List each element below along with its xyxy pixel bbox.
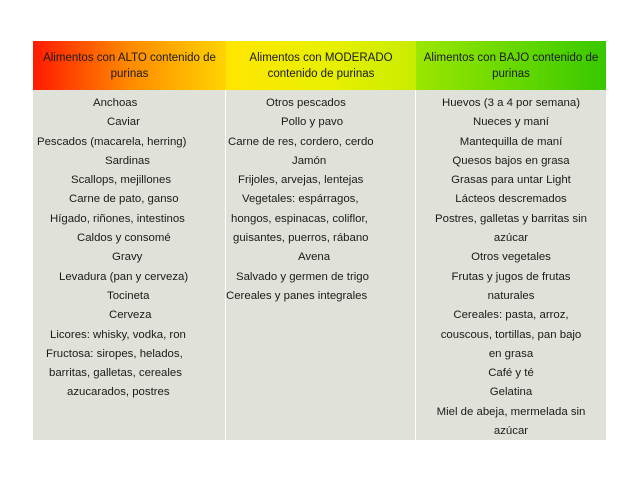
high-purine-item: Fructosa: siropes, helados, [46,347,183,360]
moderate-purine-item: Carne de res, cordero, cerdo [228,135,374,148]
high-purine-column [33,90,226,440]
high-purine-item: Cerveza [109,309,152,322]
low-purine-item: Cereales: pasta, arroz, [453,309,569,322]
moderate-purine-item: Avena [298,251,331,264]
moderate-purine-item: Vegetales: espárragos, [242,193,359,206]
moderate-purine-item: Otros pescados [266,97,346,109]
moderate-purine-item: hongos, espinacas, coliflor, [231,212,368,225]
low-purine-item: azúcar [493,232,529,245]
high-purine-item: Caviar [107,116,140,129]
header-moderate-purine: Alimentos con MODERADO contenido de purinas [226,41,416,90]
low-purine-item: Huevos (3 a 4 por semana) [441,97,581,109]
moderate-purine-item: Salvado y germen de trigo [236,270,369,283]
high-purine-item: azucarados, postres [67,386,170,399]
low-purine-item: couscous, tortillas, pan bajo [440,328,582,341]
moderate-purine-item: Cereales y panes integrales [226,289,368,302]
high-purine-item: Sardinas [105,154,150,167]
moderate-purine-item: Frijoles, arvejas, lentejas [238,174,364,187]
low-purine-item: azúcar [493,425,529,438]
header-low-purine: Alimentos con BAJO contenido de purinas [416,41,606,90]
low-purine-item: Otros vegetales [471,251,551,264]
low-purine-item: Grasas para untar Light [451,174,571,187]
moderate-purine-item: Pollo y pavo [281,116,344,129]
high-purine-item: Hígado, riñones, intestinos [50,212,185,225]
moderate-purine-item: Jamón [292,154,327,167]
moderate-purine-item: guisantes, puerros, rábano [233,232,369,245]
high-purine-item: Tocineta [107,289,150,302]
high-purine-item: Scallops, mejillones [71,174,172,187]
high-purine-item: Gravy [112,251,143,264]
moderate-purine-column [226,90,416,440]
low-purine-item: Nueces y maní [473,116,549,129]
high-purine-item: Pescados (macarela, herring) [37,135,187,148]
low-purine-item: Lácteos descremados [455,193,567,206]
high-purine-item: Caldos y consomé [77,232,171,245]
purine-table [33,41,606,440]
low-purine-item: en grasa [488,347,534,360]
low-purine-column [416,90,606,440]
low-purine-item: Quesos bajos en grasa [452,154,570,167]
high-purine-item: Levadura (pan y cerveza) [59,270,189,283]
high-purine-item: Anchoas [93,97,138,109]
low-purine-item: Gelatina [489,386,533,399]
low-purine-item: Miel de abeja, mermelada sin [436,405,586,418]
low-purine-item: Postres, galletas y barritas sin [435,212,587,225]
low-purine-item: Café y té [488,367,534,380]
low-purine-item: naturales [487,289,535,302]
header-high-purine: Alimentos con ALTO contenido de purinas [33,41,226,90]
low-purine-item: Frutas y jugos de frutas [451,270,571,283]
high-purine-item: barritas, galletas, cereales [49,367,182,380]
low-purine-item: Mantequilla de maní [459,135,563,148]
high-purine-item: Licores: whisky, vodka, ron [50,328,186,341]
high-purine-item: Carne de pato, ganso [69,193,179,206]
